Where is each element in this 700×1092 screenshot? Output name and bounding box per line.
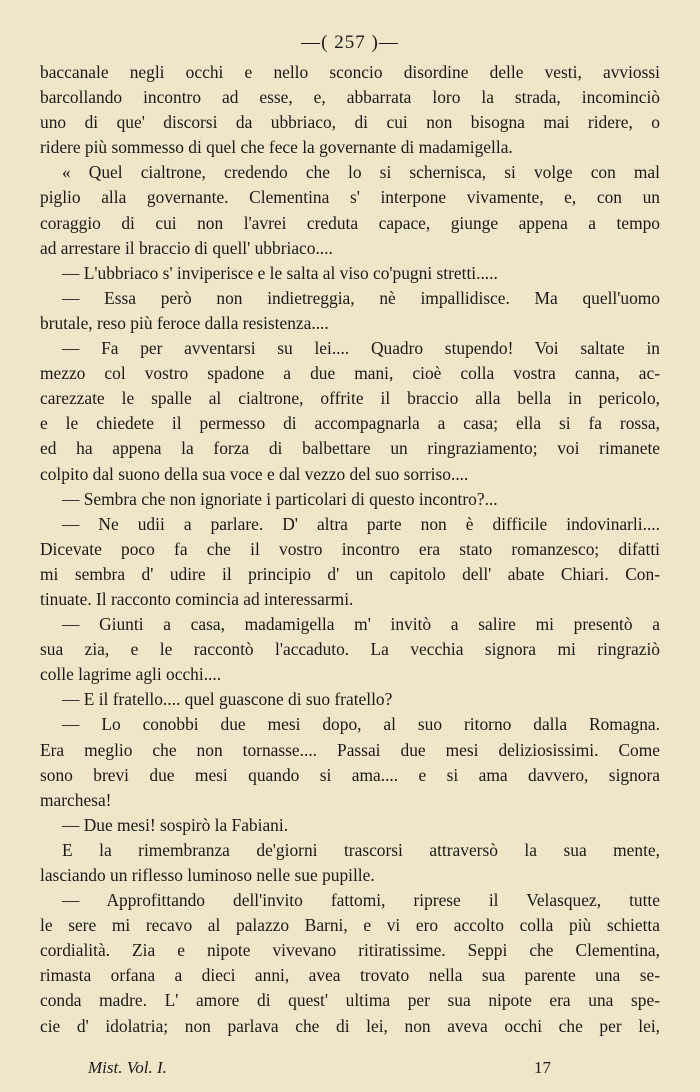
text-line: marchesa! [40,789,112,810]
text-line: — Due mesi! sospirò la Fabiani. [62,814,289,835]
text-line: cie d' idolatria; non parlava che di lei, non aveva occhi che per lei, [40,1015,660,1036]
text-line: baccanale negli occhi e nello sconcio disordine delle vesti, avviossi [40,62,660,82]
text-line: uno di que' discorsi da ubbriaco, di cui non bisogna mai ridere, o [40,112,660,133]
text-line: e le chiedete il permesso di accompagnarla a casa; ella si fa rossa, [40,413,660,434]
page-footer [0,1058,700,1082]
text-line: tinuate. Il racconto comincia ad interessarmi. [40,588,354,609]
text-line: mezzo col vostro spadone a due mani, cioè colla vostra canna, ac- [40,363,660,384]
text-line: — Ne udii a parlare. D' altra parte non è difficile indovinarli.... [62,513,660,534]
text-line: mi sembra d' udire il principio d' un capitolo dell' abate Chiari. Con- [40,563,660,584]
text-line: « Quel cialtrone, credendo che lo si schernisca, si volge con mal [62,162,660,183]
text-line: lasciando un riflesso luminoso nelle sue pupille. [40,865,375,885]
text-line: — Lo conobbi due mesi dopo, al suo ritorno dalla Romagna. [62,714,660,735]
text-line: carezzate le spalle al cialtrone, offrite il braccio alla bella in pericolo, [40,388,660,409]
text-line: — Sembra che non ignoriate i particolari di questo incontro?... [62,488,498,509]
text-line: Era meglio che non tornasse.... Passai due mesi deliziosissimi. Come [40,739,660,760]
text-line: coraggio di cui non l'avrei creduta capace, giunge appena a tempo [40,212,660,233]
text-line: colle lagrime agli occhi.... [40,664,222,685]
signature-number: 17 [534,1058,551,1077]
text-line: — L'ubbriaco s' inviperisce e le salta al viso co'pugni stretti..... [62,262,498,283]
text-line: rimasta orfana a dieci anni, avea trovato nella sua parente una se- [40,965,660,986]
printer-signature: Mist. Vol. I. [88,1058,167,1077]
text-line: colpito dal suono della sua voce e dal vezzo del suo sorriso.... [40,463,469,484]
text-line: le sere mi recavo al palazzo Barni, e vi ero accolto colla più schietta [40,915,660,936]
text-line: — Approfittando dell'invito fattomi, riprese il Velasquez, tutte [62,890,660,911]
text-line: Dicevate poco fa che il vostro incontro era stato romanzesco; difatti [40,538,660,559]
text-line: ad arrestare il braccio di quell' ubbriaco.... [40,237,333,258]
text-line: conda madre. L' amore di quest' ultima per sua nipote era una spe- [40,990,660,1011]
page-text [40,60,660,1039]
text-line: ridere più sommesso di quel che fece la governante di madamigella. [40,137,513,158]
text-line: E la rimembranza de'giorni trascorsi attraversò la sua mente, [62,839,660,860]
text-line: — Giunti a casa, madamigella m' invitò a salire mi presentò a [62,614,660,635]
text-line: — Essa però non indietreggia, nè impallidisce. Ma quell'uomo [62,287,660,308]
page-number: —( 257 )— [301,32,399,53]
text-line: cordialità. Zia e nipote vivevano ritiratissime. Seppi che Clementina, [40,940,660,961]
text-line: brutale, reso più feroce dalla resistenza.... [40,312,329,333]
text-line: — Fa per avventarsi su lei.... Quadro stupendo! Voi saltate in [62,338,660,359]
text-line: sua zia, e le raccontò l'accaduto. La vecchia signora mi ringraziò [40,639,660,660]
text-line: piglio alla governante. Clementina s' interpone vivamente, e, con un [40,187,660,208]
text-line: barcollando incontro ad esse, e, abbarrata loro la strada, incominciò [40,87,660,108]
text-line: — E il fratello.... quel guascone di suo fratello? [62,689,393,710]
text-line: ed ha appena la forza di balbettare un ringraziamento; voi rimanete [40,438,660,459]
text-line: sono brevi due mesi quando si ama.... e si ama davvero, signora [40,764,660,785]
